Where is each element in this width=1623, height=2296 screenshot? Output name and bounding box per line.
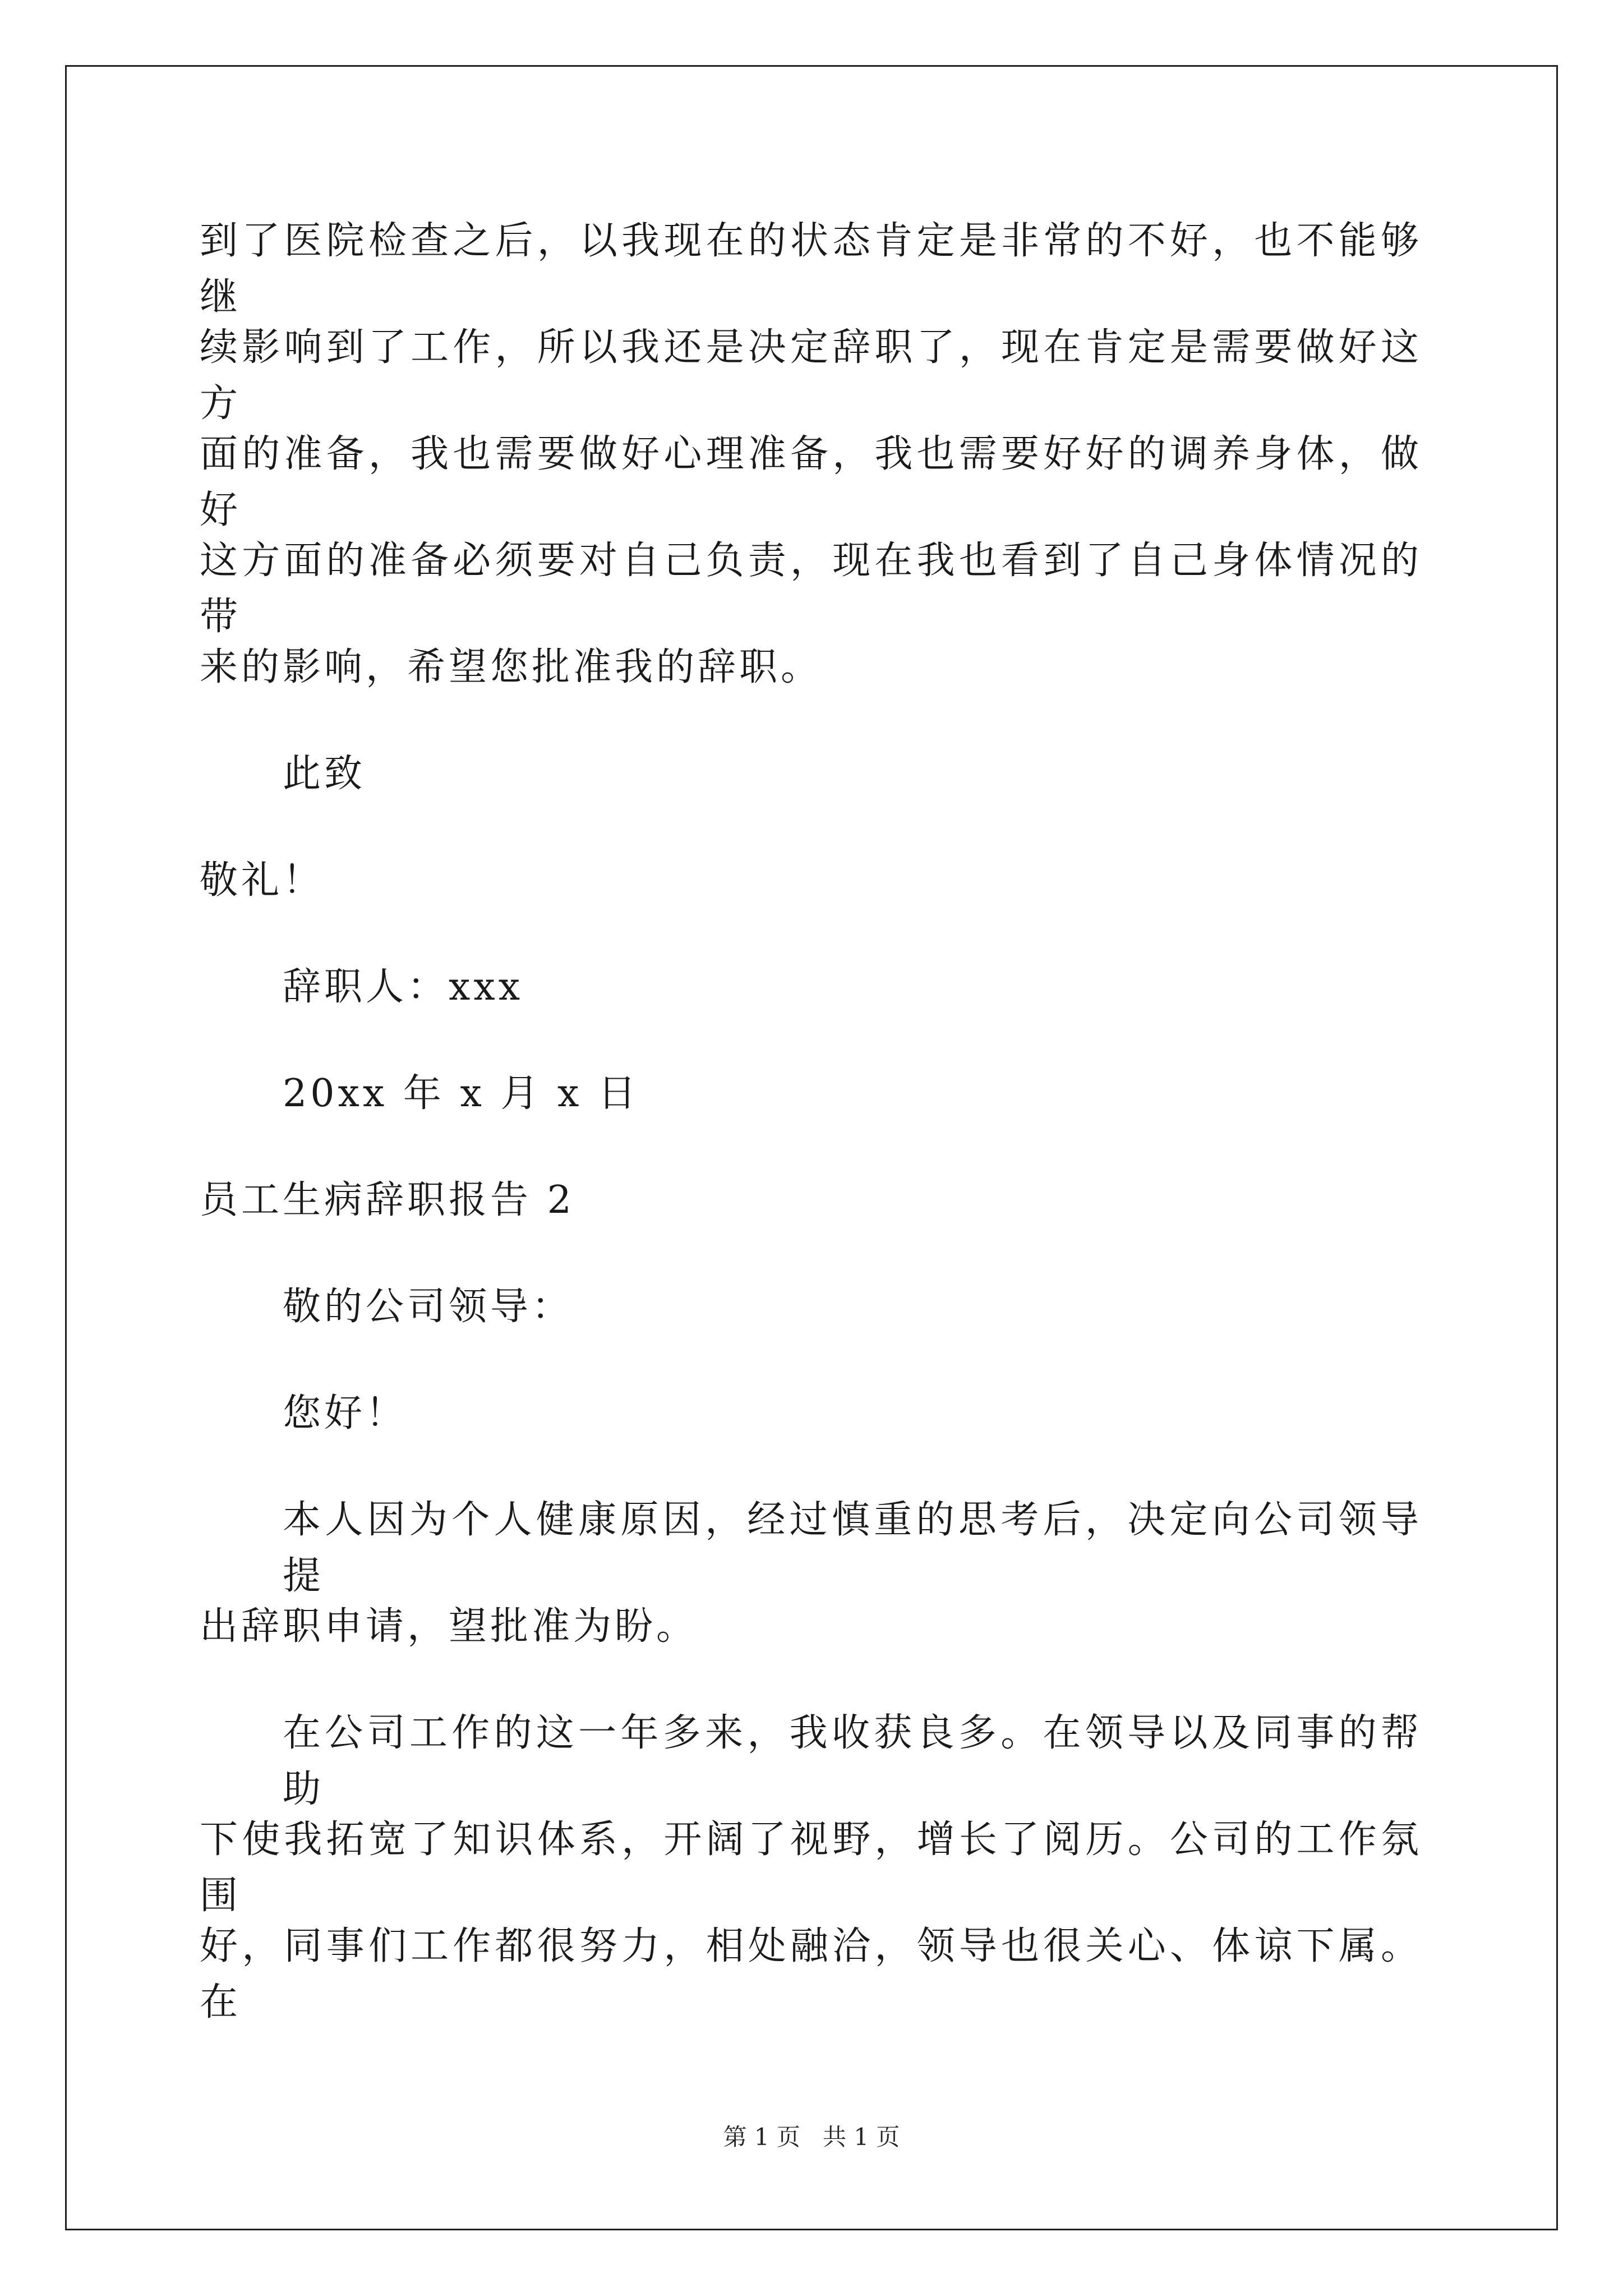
letter-hello: 您好！ <box>283 1391 408 1435</box>
page-footer <box>0 2120 1623 2154</box>
letter-greeting: 敬的公司领导： <box>283 1285 574 1329</box>
closing-salutation: 此致 <box>283 752 366 796</box>
closing-regards: 敬礼！ <box>200 858 325 903</box>
page-total: 共 1 页 <box>823 2123 900 2151</box>
paragraph-line: 出辞职申请，望批准为盼。 <box>200 1604 698 1649</box>
signature-date: 20xx 年 x 月 x 日 <box>283 1071 640 1116</box>
section-title: 员工生病辞职报告 2 <box>200 1178 575 1222</box>
paragraph-line: 到了医院检查之后，以我现在的状态肯定是非常的不好，也不能够继 <box>200 219 1422 319</box>
paragraph-line: 这方面的准备必须要对自己负责，现在我也看到了自己身体情况的带 <box>200 539 1422 639</box>
document-body <box>200 213 1422 2025</box>
paragraph-line: 好，同事们工作都很努力，相处融洽，领导也很关心、体谅下属。在 <box>200 1924 1422 2024</box>
signature-name: 辞职人：xxx <box>283 965 524 1009</box>
paragraph-line: 续影响到了工作，所以我还是决定辞职了，现在肯定是需要做好这方 <box>200 325 1422 426</box>
paragraph-line: 在公司工作的这一年多来，我收获良多。在领导以及同事的帮助 <box>283 1711 1422 1811</box>
paragraph-line: 面的准备，我也需要做好心理准备，我也需要好好的调养身体，做好 <box>200 432 1422 532</box>
page-number: 第 1 页 <box>723 2123 800 2151</box>
paragraph-line: 来的影响，希望您批准我的辞职。 <box>200 645 823 689</box>
paragraph-line: 下使我拓宽了知识体系，开阔了视野，增长了阅历。公司的工作氛围 <box>200 1818 1422 1918</box>
paragraph-line: 本人因为个人健康原因，经过慎重的思考后，决定向公司领导提 <box>283 1498 1422 1598</box>
